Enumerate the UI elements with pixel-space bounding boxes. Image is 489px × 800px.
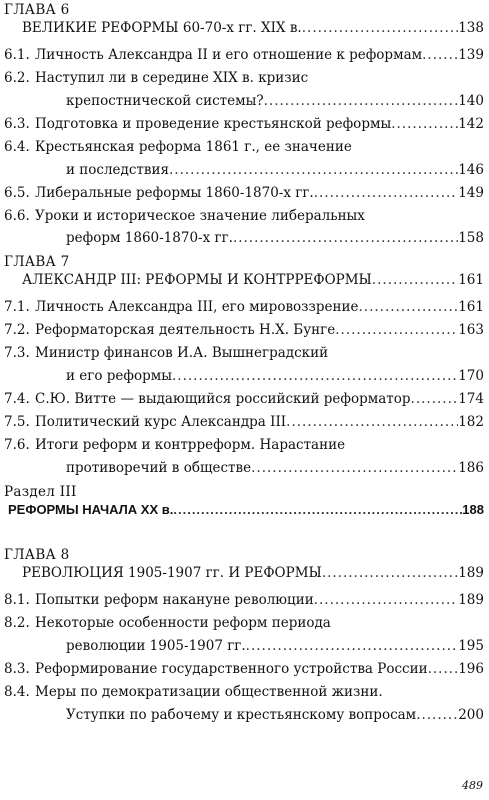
entry-number: 6.1. — [4, 47, 30, 63]
entry-text: и его реформы — [66, 368, 172, 384]
entry-page: 149 — [458, 185, 484, 201]
entry-text: С.Ю. Витте — выдающийся российский реформатор — [35, 391, 411, 407]
entry-number: 7.1. — [4, 299, 30, 315]
entry-text: Личность Александра III, его мировоззрение — [35, 299, 359, 315]
dot-leader — [428, 661, 459, 677]
entry-page: 140 — [458, 93, 484, 109]
toc-entry — [4, 299, 484, 315]
entry-text: Меры по демократизации общественной жизни. — [35, 684, 383, 700]
toc-entry — [4, 391, 484, 407]
entry-page: 161 — [458, 299, 484, 315]
chapter-title-text: ВЕЛИКИЕ РЕФОРМЫ 60-70-х гг. XIX в. — [22, 20, 302, 36]
chapter-title-text: РЕФОРМЫ НАЧАЛА XX в. — [8, 502, 174, 517]
toc-entry — [4, 437, 484, 453]
dot-leader — [286, 414, 458, 430]
entry-text: противоречий в обществе — [66, 460, 252, 476]
entry-text: Крестьянская реформа 1861 г., ее значение — [35, 139, 352, 155]
entry-page: 189 — [458, 592, 484, 608]
entry-text: Уступки по рабочему и крестьянскому вопросам — [66, 707, 417, 723]
entry-page: 174 — [458, 391, 484, 407]
chapter-title-text: РЕВОЛЮЦИЯ 1905-1907 гг. И РЕФОРМЫ — [22, 565, 322, 581]
entry-number: 6.2. — [4, 70, 30, 86]
toc-entry — [4, 162, 484, 178]
entry-number: 8.1. — [4, 592, 30, 608]
dot-leader — [173, 502, 462, 517]
dot-leader — [372, 272, 458, 288]
entry-page: 186 — [458, 460, 484, 476]
dot-leader — [416, 707, 458, 723]
chapter-page: 138 — [458, 20, 484, 36]
dot-leader — [169, 162, 458, 178]
entry-text: Наступил ли в середине XIX в. кризис — [35, 70, 309, 86]
entry-text: Подготовка и проведение крестьянской реформы — [35, 116, 392, 132]
dot-leader — [335, 322, 458, 338]
entry-number: 6.3. — [4, 116, 30, 132]
dot-leader — [391, 116, 458, 132]
dot-leader — [314, 185, 459, 201]
toc-entry — [4, 93, 484, 109]
dot-leader — [246, 638, 459, 654]
entry-number: 7.6. — [4, 437, 30, 453]
dot-leader — [233, 230, 458, 246]
toc-entry — [4, 460, 484, 476]
dot-leader — [264, 93, 459, 109]
dot-leader — [322, 565, 458, 581]
entry-number: 6.6. — [4, 208, 30, 224]
entry-text: Министр финансов И.А. Вышнеградский — [35, 345, 329, 361]
entry-page: 142 — [458, 116, 484, 132]
toc-entry — [4, 707, 484, 723]
toc-entry — [4, 185, 484, 201]
dot-leader — [172, 368, 458, 384]
toc-entry — [4, 592, 484, 608]
entry-text: Политический курс Александра III — [35, 414, 287, 430]
toc-entry — [4, 139, 484, 155]
entry-number: 8.4. — [4, 684, 30, 700]
entry-text: и последствия — [66, 162, 169, 178]
chapter-title — [22, 20, 484, 36]
entry-page: 146 — [458, 162, 484, 178]
toc-entry — [4, 684, 484, 700]
dot-leader — [359, 299, 459, 315]
entry-text: Личность Александра II и его отношение к реформам — [35, 47, 423, 63]
dot-leader — [314, 592, 459, 608]
toc-entry — [4, 368, 484, 384]
dot-leader — [411, 391, 459, 407]
entry-page: 200 — [458, 707, 484, 723]
chapter-heading: ГЛАВА 8 — [4, 547, 70, 563]
section-heading: Раздел III — [4, 484, 77, 500]
entry-page: 158 — [458, 230, 484, 246]
toc-entry — [4, 414, 484, 430]
toc-entry — [4, 230, 484, 246]
dot-leader — [251, 460, 458, 476]
entry-text: реформ 1860-1870-х гг. — [66, 230, 233, 246]
chapter-heading: ГЛАВА 6 — [4, 2, 70, 18]
entry-number: 7.5. — [4, 414, 30, 430]
toc-entry — [4, 70, 484, 86]
entry-text: Либеральные реформы 1860-1870-х гг. — [35, 185, 314, 201]
chapter-page: 189 — [458, 565, 484, 581]
entry-page: 196 — [458, 661, 484, 677]
entry-number: 7.4. — [4, 391, 30, 407]
chapter-page: 188 — [462, 502, 484, 517]
toc-entry — [4, 116, 484, 132]
toc-entry — [4, 208, 484, 224]
chapter-page: 161 — [458, 272, 484, 288]
toc-entry — [4, 638, 484, 654]
toc-entry — [4, 345, 484, 361]
entry-number: 6.4. — [4, 139, 30, 155]
entry-text: революции 1905-1907 гг. — [66, 638, 246, 654]
entry-text: Попытки реформ накануне революции — [35, 592, 314, 608]
chapter-title — [22, 565, 484, 581]
entry-text: Уроки и историческое значение либеральных — [35, 208, 365, 224]
entry-page: 170 — [458, 368, 484, 384]
toc-entry — [4, 615, 484, 631]
entry-number: 6.5. — [4, 185, 30, 201]
entry-text: Итоги реформ и контрреформ. Нарастание — [35, 437, 346, 453]
entry-text: Некоторые особенности реформ периода — [35, 615, 331, 631]
entry-number: 8.2. — [4, 615, 30, 631]
entry-page: 195 — [458, 638, 484, 654]
entry-number: 8.3. — [4, 661, 30, 677]
page-number: 489 — [462, 779, 483, 792]
chapter-title-text: АЛЕКСАНДР III: РЕФОРМЫ И КОНТРРЕФОРМЫ — [22, 272, 372, 288]
toc-entry — [4, 47, 484, 63]
dot-leader — [422, 47, 458, 63]
toc-entry — [4, 661, 484, 677]
entry-page: 139 — [458, 47, 484, 63]
toc-entry — [4, 322, 484, 338]
entry-text: Реформаторская деятельность Н.Х. Бунге — [35, 322, 336, 338]
entry-number: 7.2. — [4, 322, 30, 338]
entry-page: 163 — [458, 322, 484, 338]
chapter-heading: ГЛАВА 7 — [4, 254, 70, 270]
section-title — [8, 502, 484, 517]
entry-page: 182 — [458, 414, 484, 430]
dot-leader — [302, 20, 458, 36]
entry-text: крепостнической системы? — [66, 93, 264, 109]
chapter-title — [22, 272, 484, 288]
entry-text: Реформирование государственного устройства России — [35, 661, 428, 677]
entry-number: 7.3. — [4, 345, 30, 361]
